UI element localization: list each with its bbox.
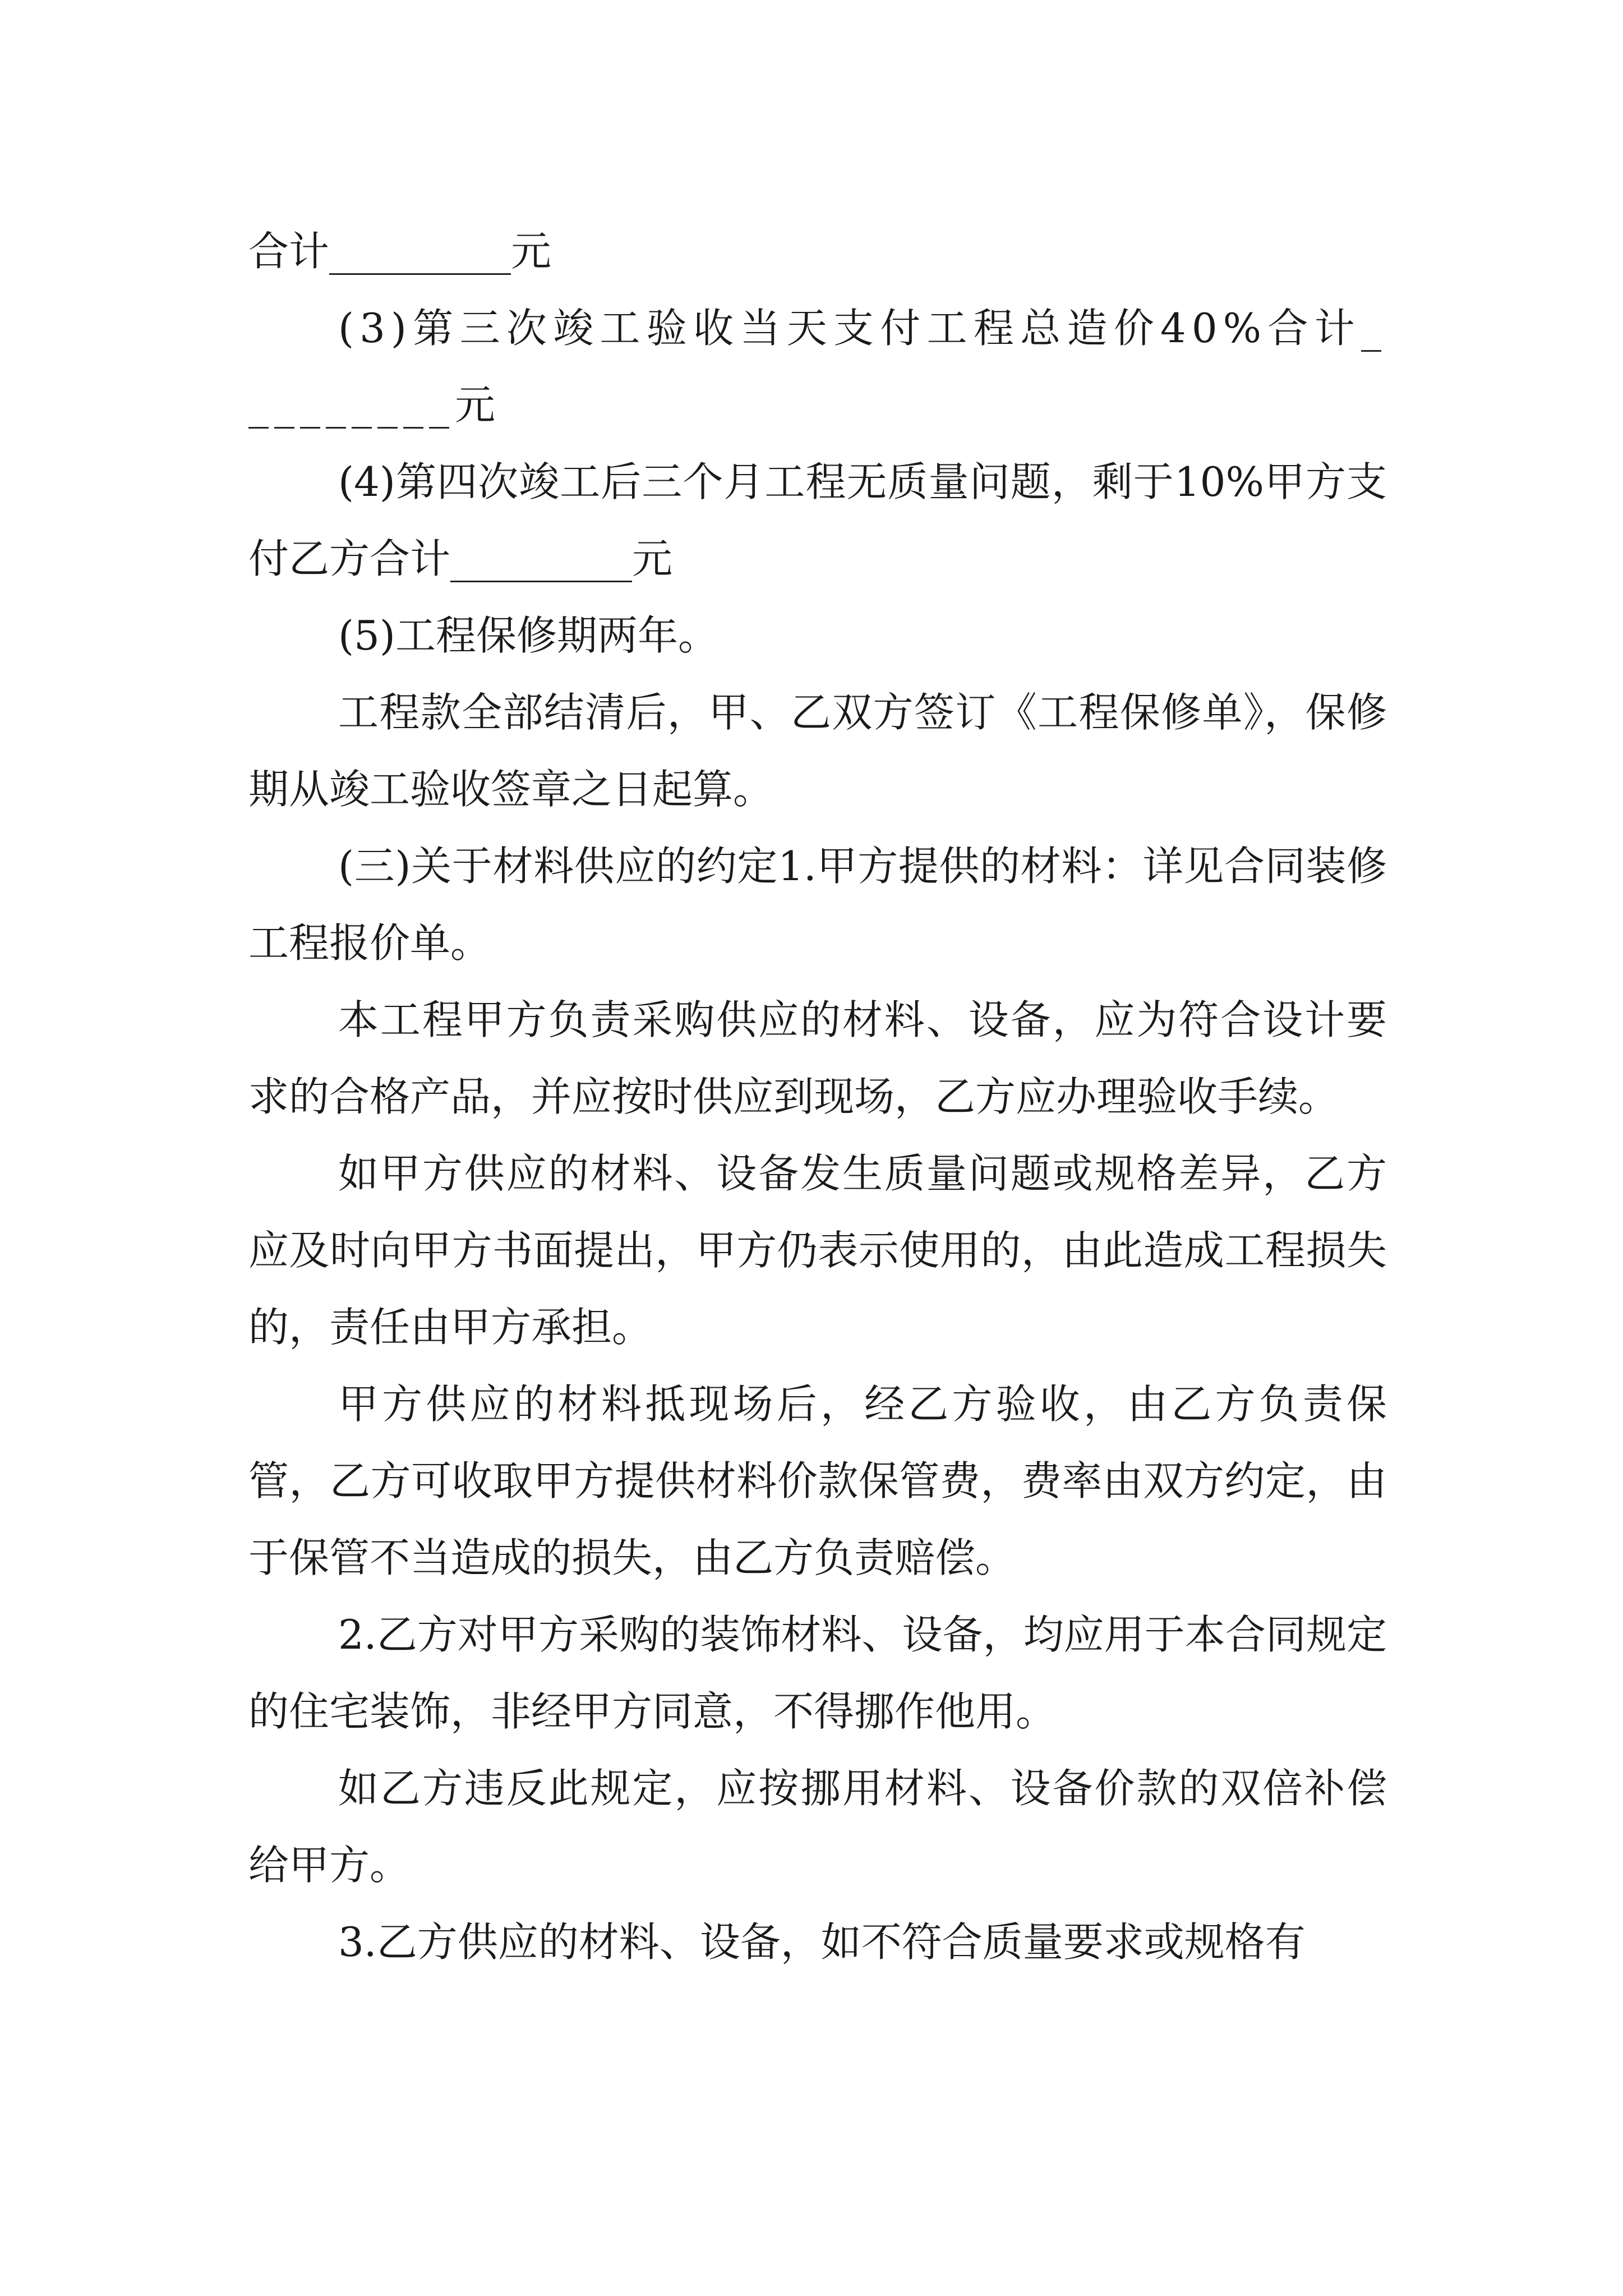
paragraph-quality-issues: 如甲方供应的材料、设备发生质量问题或规格差异，乙方应及时向甲方书面提出，甲方仍表示使用的，由此造成工程损失的，责任由甲方承担。 (248, 1150, 1387, 1351)
document-page (248, 213, 1387, 1981)
paragraph-warranty-start: 工程款全部结清后，甲、乙双方签订《工程保修单》，保修期从竣工验收签章之日起算。 (248, 689, 1387, 813)
paragraph-warranty-period: (5)工程保修期两年。 (338, 612, 718, 659)
paragraph-payment-4: (4)第四次竣工后三个月工程无质量问题，剩于10%甲方支付乙方合计_________元 (248, 458, 1387, 582)
paragraph-material-supply-heading: (三)关于材料供应的约定1.甲方提供的材料：详见合同装修工程报价单。 (248, 843, 1387, 967)
paragraph-compensation: 如乙方违反此规定，应按挪用材料、设备价款的双倍补偿给甲方。 (248, 1765, 1387, 1889)
paragraph-party-b-supply: 3.乙方供应的材料、设备，如不符合质量要求或规格有 (338, 1918, 1306, 1966)
paragraph-total-amount-continued: 合计_________元 (248, 228, 552, 275)
paragraph-storage: 甲方供应的材料抵现场后，经乙方验收，由乙方负责保管，乙方可收取甲方提供材料价款保管费，费率由双方约定，由于保管不当造成的损失，由乙方负责赔偿。 (248, 1381, 1387, 1581)
paragraph-party-b-usage: 2.乙方对甲方采购的装饰材料、设备，均应用于本合同规定的住宅装饰，非经甲方同意，不得挪作他用。 (248, 1611, 1387, 1735)
paragraph-payment-3: (3)第三次竣工验收当天支付工程总造价40%合计_________元 (248, 305, 1387, 429)
paragraph-party-a-materials: 本工程甲方负责采购供应的材料、设备，应为符合设计要求的合格产品，并应按时供应到现场，乙方应办理验收手续。 (248, 996, 1387, 1120)
